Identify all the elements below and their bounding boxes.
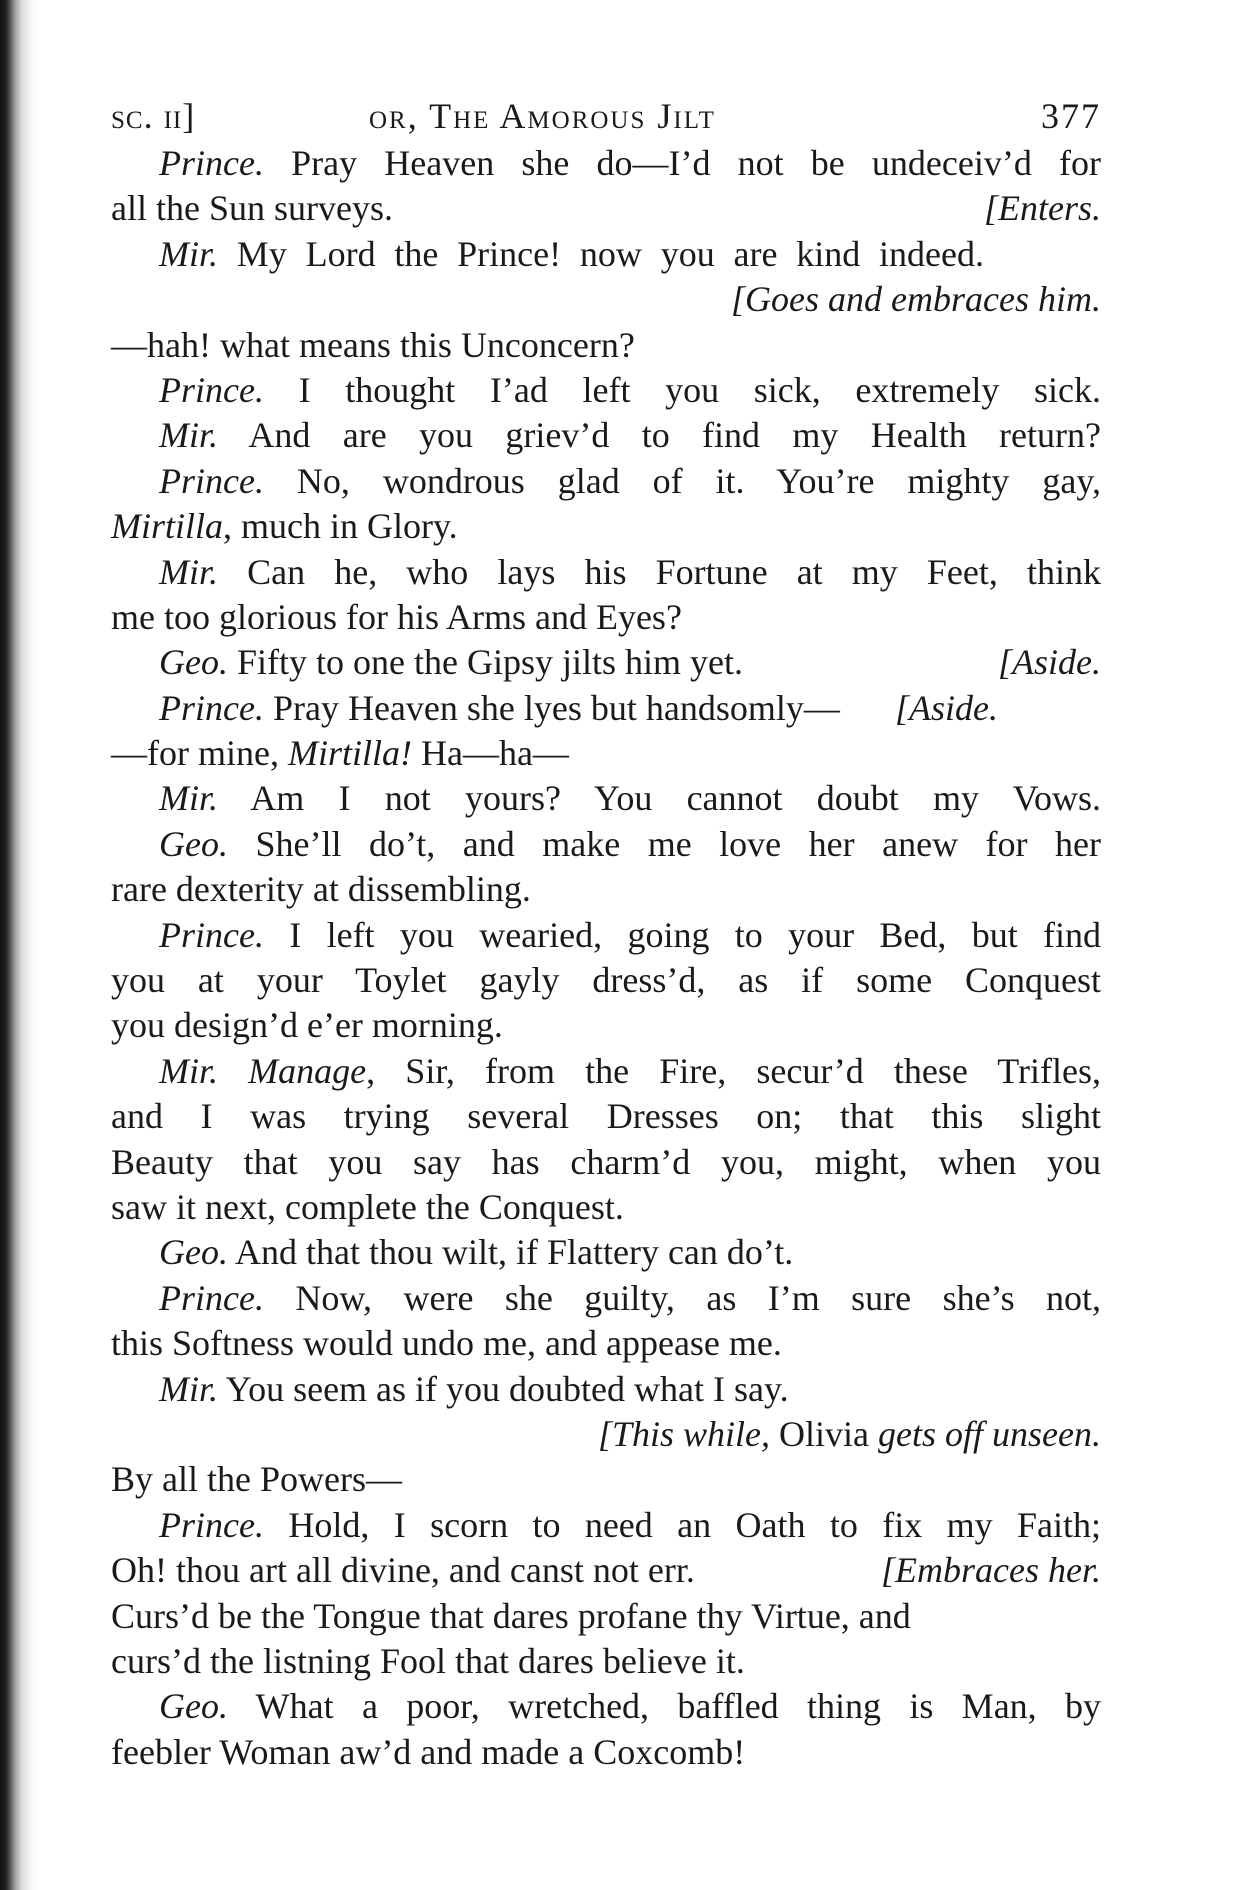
text-line xyxy=(111,867,1101,912)
text-line xyxy=(111,1457,1101,1502)
dialogue-text: me too glorious for his Arms and Eyes? xyxy=(111,596,682,637)
text-line xyxy=(111,1321,1101,1366)
dialogue-text: Pray Heaven she do—I’d not be undeceiv’d for xyxy=(263,143,1101,183)
text-line xyxy=(111,1276,1101,1321)
text-line xyxy=(111,368,1101,413)
speaker-name: Prince. xyxy=(159,369,264,410)
dialogue-text: you design’d e’er morning. xyxy=(111,1005,503,1046)
character-name: Manage xyxy=(248,1050,367,1091)
speaker-name: Prince. xyxy=(159,687,264,728)
speaker-name: Prince. xyxy=(159,914,264,955)
dialogue-text: By all the Powers— xyxy=(111,1459,402,1500)
text-line xyxy=(111,323,1101,368)
dialogue-text: you at your Toylet gayly dress’d, as if some Conquest xyxy=(111,960,1101,1001)
text-line xyxy=(111,958,1101,1003)
text-line xyxy=(111,1594,1101,1639)
speaker-name: Geo. xyxy=(159,1232,228,1273)
page-spine-shadow xyxy=(0,0,40,1890)
book-page xyxy=(111,95,1101,1775)
text-line xyxy=(111,1185,1101,1230)
dialogue-text: Can he, who lays his Fortune at my Feet, think xyxy=(218,551,1101,592)
dialogue-text: this Softness would undo me, and appease me. xyxy=(111,1323,782,1364)
speaker-name: Mir. xyxy=(159,233,219,274)
text-line xyxy=(111,1730,1101,1775)
dialogue-text: curs’d the listning Fool that dares believe it. xyxy=(111,1640,745,1681)
stage-direction: gets off unseen. xyxy=(869,1413,1101,1454)
dialogue-text: I left you wearied, going to your Bed, but find xyxy=(263,914,1101,955)
stage-direction: [This while, xyxy=(598,1413,780,1454)
dialogue-text: Am I not yours? You cannot doubt my Vows. xyxy=(218,778,1101,819)
text-line xyxy=(111,1049,1101,1094)
speaker-name: Geo. xyxy=(159,823,228,864)
dialogue-text: She’ll do’t, and make me love her anew for her xyxy=(227,823,1101,864)
running-title: or, The Amorous Jilt xyxy=(369,96,716,136)
dialogue-text: Pray Heaven she lyes but handsomly— xyxy=(263,687,840,728)
speaker-name: Mir. xyxy=(159,1050,219,1091)
text-line xyxy=(111,1639,1101,1684)
text-line xyxy=(111,913,1101,958)
dialogue-text: No, wondrous glad of it. You’re mighty gay, xyxy=(263,460,1101,501)
text-line xyxy=(111,141,1101,186)
speaker-name: Mir. xyxy=(159,1368,219,1409)
speaker-name: Mir. xyxy=(159,415,219,456)
speaker-name: Geo. xyxy=(159,1686,228,1727)
speaker-name: Mir. xyxy=(159,551,219,592)
text-line xyxy=(111,1367,1101,1412)
speaker-name: Prince. xyxy=(159,143,264,183)
stage-direction: [Enters. xyxy=(984,188,1101,229)
dialogue-text: And are you griev’d to find my Health return? xyxy=(218,415,1101,456)
character-name: Mirtilla xyxy=(111,506,224,547)
scene-marker: sc. ii] xyxy=(111,96,196,136)
text-line xyxy=(111,1684,1101,1729)
text-line xyxy=(111,776,1101,821)
dialogue-text: Beauty that you say has charm’d you, might, when you xyxy=(111,1141,1101,1182)
text-line xyxy=(111,232,1101,277)
stage-direction: [Goes and embraces him. xyxy=(731,279,1101,320)
text-line xyxy=(111,1094,1101,1139)
stage-direction: [Aside. xyxy=(998,642,1101,683)
text-line xyxy=(111,277,1101,322)
text-line xyxy=(111,1503,1101,1548)
text-line xyxy=(111,459,1101,504)
dialogue-text: Now, were she guilty, as I’m sure she’s not, xyxy=(263,1277,1101,1318)
dialogue-text: and I was trying several Dresses on; that this slight xyxy=(111,1096,1101,1137)
text-line xyxy=(111,1230,1101,1275)
dialogue-text: Curs’d be the Tongue that dares profane thy Virtue, and xyxy=(111,1595,911,1636)
speaker-name: Geo. xyxy=(159,642,228,683)
text-line xyxy=(111,686,1101,731)
speaker-name: Prince. xyxy=(159,460,264,501)
text-line xyxy=(111,731,1101,776)
speaker-name: Prince. xyxy=(159,1504,264,1545)
text-line xyxy=(111,595,1101,640)
dialogue-text: Hold, I scorn to need an Oath to fix my Faith; xyxy=(263,1504,1101,1545)
text-line xyxy=(111,186,1101,231)
dialogue-text: rare dexterity at dissembling. xyxy=(111,869,531,910)
dialogue-text: —for mine, xyxy=(111,733,288,774)
text-line xyxy=(111,640,1101,685)
dialogue-text: My Lord the Prince! now you are kind indeed. xyxy=(218,233,984,274)
dialogue-text: feebler Woman aw’d and made a Coxcomb! xyxy=(111,1731,746,1772)
text-line xyxy=(111,1003,1101,1048)
dialogue-text: , much in Glory. xyxy=(223,506,458,547)
dialogue-text: saw it next, complete the Conquest. xyxy=(111,1186,624,1227)
dialogue-text: And that thou wilt, if Flattery can do’t. xyxy=(227,1232,794,1273)
text-line xyxy=(111,1140,1101,1185)
speaker-name: Prince. xyxy=(159,1277,264,1318)
text-line xyxy=(111,504,1101,549)
dialogue-text: Oh! thou art all divine, and canst not err. xyxy=(111,1550,695,1591)
character-name: Mirtilla! xyxy=(287,733,412,774)
speaker-name: Mir. xyxy=(159,778,219,819)
text-line xyxy=(111,1412,1101,1457)
running-header xyxy=(111,95,1101,141)
dialogue-text: —hah! what means this Unconcern? xyxy=(111,324,635,365)
dialogue-text: , Sir, from the Fire, secur’d these Trifles, xyxy=(366,1050,1102,1091)
text-line xyxy=(111,822,1101,867)
character-name: Olivia xyxy=(779,1413,870,1454)
dialogue-text: I thought I’ad left you sick, extremely sick. xyxy=(263,369,1101,410)
text-line xyxy=(111,413,1101,458)
dialogue-text: What a poor, wretched, baffled thing is Man, by xyxy=(227,1686,1101,1727)
dialogue-text: You seem as if you doubted what I say. xyxy=(218,1368,789,1409)
play-text xyxy=(111,141,1101,1775)
page-number: 377 xyxy=(1041,96,1101,136)
dialogue-text: all the Sun surveys. xyxy=(111,188,393,229)
text-line xyxy=(111,550,1101,595)
dialogue-text: Ha—ha— xyxy=(411,733,569,774)
dialogue-text: Fifty to one the Gipsy jilts him yet. xyxy=(227,642,743,683)
stage-direction: [Aside. xyxy=(895,687,998,728)
stage-direction: [Embraces her. xyxy=(881,1550,1101,1591)
text-line xyxy=(111,1548,1101,1593)
